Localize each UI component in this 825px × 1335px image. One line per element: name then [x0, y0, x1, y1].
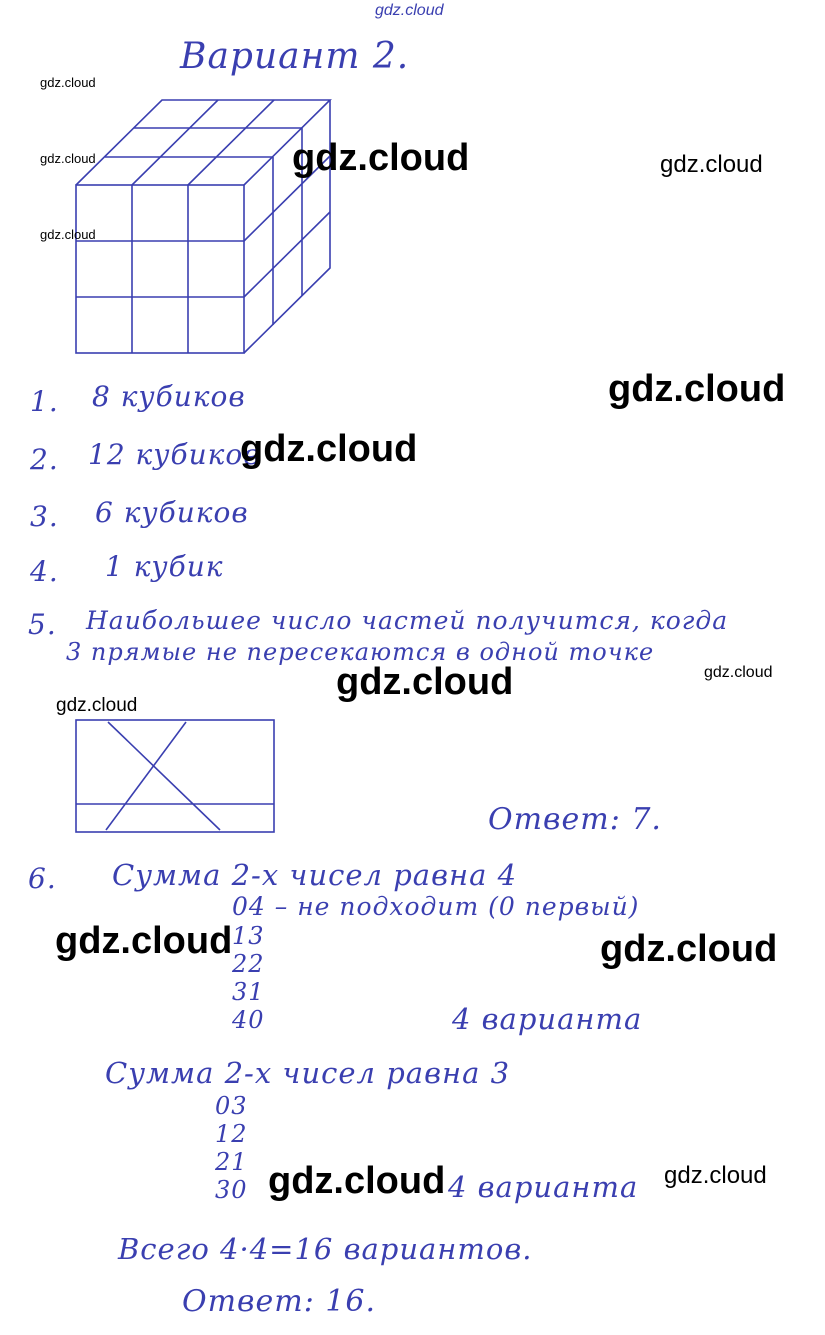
answer-1-text: 8 кубиков [92, 380, 246, 413]
row-31: 31 [232, 978, 265, 1006]
total-line: Всего 4·4=16 вариантов. [118, 1232, 533, 1266]
watermark: gdz.cloud [240, 428, 418, 470]
watermark: gdz.cloud [336, 661, 514, 703]
row-22: 22 [232, 950, 265, 978]
answer-1-number: 1. [30, 385, 59, 418]
answer-3-text: 6 кубиков [95, 496, 249, 529]
row-30: 30 [215, 1176, 248, 1204]
site-mark: gdz.cloud [375, 2, 444, 19]
watermark: gdz.cloud [40, 227, 96, 242]
line-b [106, 722, 186, 830]
answer-2-text: 12 кубиков [88, 438, 261, 471]
row-40: 40 [232, 1006, 265, 1034]
count-3: 4 варианта [448, 1170, 639, 1204]
watermark: gdz.cloud [660, 151, 763, 178]
answer-3-number: 3. [30, 500, 59, 533]
answer-5-line-1: Наибольшее число частей получится, когда [86, 606, 729, 635]
watermark: gdz.cloud [268, 1160, 446, 1202]
row-21: 21 [215, 1148, 248, 1176]
watermark: gdz.cloud [292, 137, 470, 179]
row-12: 12 [215, 1120, 248, 1148]
answer-5-result: Ответ: 7. [488, 802, 662, 837]
answer-6-result: Ответ: 16. [182, 1284, 377, 1319]
watermark: gdz.cloud [56, 695, 138, 716]
page-title: Вариант 2. [180, 36, 410, 77]
watermark: gdz.cloud [40, 75, 96, 90]
watermark: gdz.cloud [55, 920, 233, 962]
cube-front-face [76, 185, 244, 353]
line-a [108, 722, 220, 830]
watermark: gdz.cloud [40, 151, 96, 166]
count-4: 4 варианта [452, 1002, 643, 1036]
answer-4-number: 4. [30, 555, 59, 588]
watermark: gdz.cloud [704, 664, 773, 681]
row-04: 04 – не подходит (0 первый) [232, 892, 640, 921]
sum-3-heading: Сумма 2-х чисел равна 3 [105, 1056, 511, 1090]
watermark: gdz.cloud [608, 368, 786, 410]
cube-drawing [60, 90, 420, 370]
row-03: 03 [215, 1092, 248, 1120]
watermark: gdz.cloud [664, 1162, 767, 1189]
watermark: gdz.cloud [600, 928, 778, 970]
answer-4-text: 1 кубик [105, 550, 224, 583]
answer-2-number: 2. [30, 443, 59, 476]
sum-4-heading: Сумма 2-х чисел равна 4 [112, 858, 518, 892]
answer-6-number: 6. [28, 862, 57, 895]
row-13: 13 [232, 922, 265, 950]
answer-5-line-2: 3 прямые не пересекаются в одной точке [66, 638, 655, 666]
answer-5-number: 5. [28, 608, 57, 641]
lines-diagram [68, 712, 298, 852]
